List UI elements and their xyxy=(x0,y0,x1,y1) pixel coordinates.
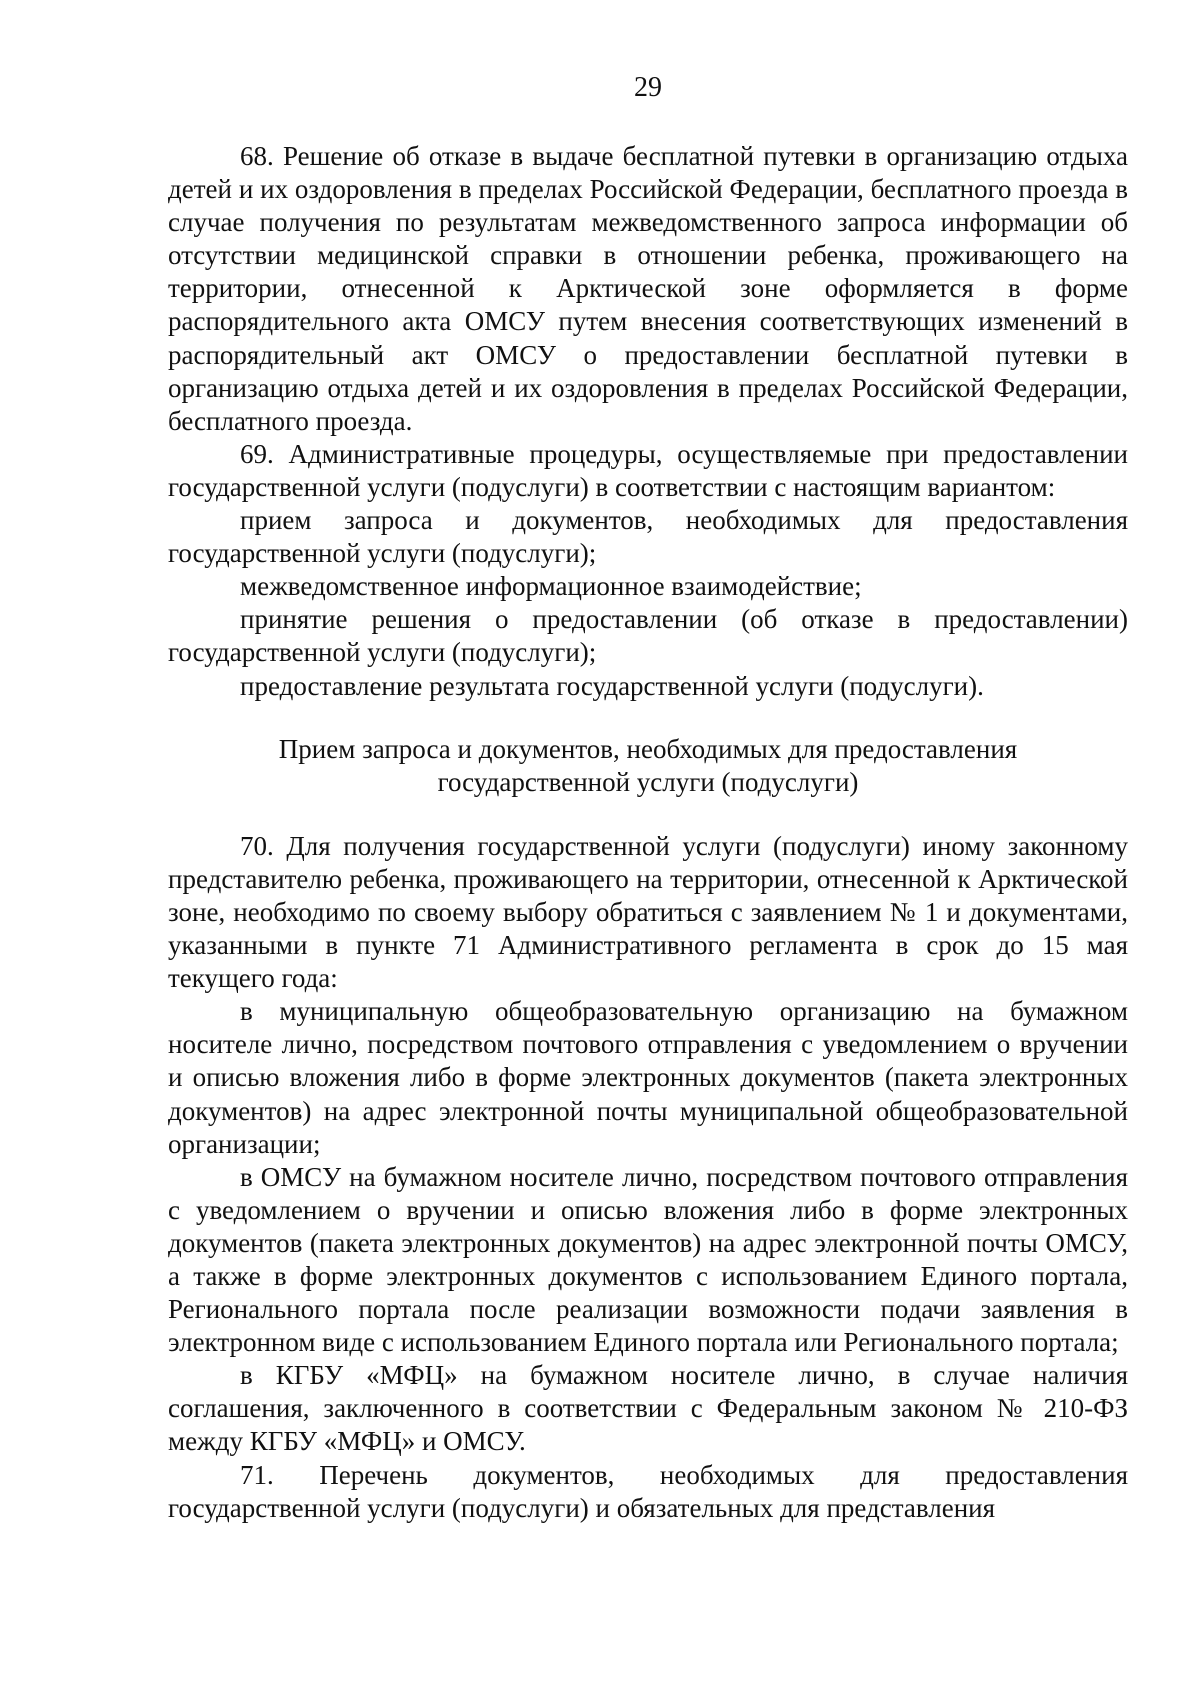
procedure-item-decision: принятие решения о предоставлении (об отказе в предоставлении) государственной услуги (подуслуги); xyxy=(168,604,1128,668)
procedure-item-interagency: межведомственное информационное взаимодействие; xyxy=(240,571,862,602)
submission-option-omsu: в ОМСУ на бумажном носителе лично, посредством почтового отправления с уведомлением о вручении и описью вложения либо в форме электронных документов (пакета электронных документов) на адрес электронной почты ОМСУ, а также в форме электронных документов с использованием Единого портала, Регионального портала после реализации возможности подачи заявления в электронном виде с использованием Единого портала или Регионального портала; xyxy=(168,1161,1128,1358)
submission-option-school: в муниципальную общеобразовательную организацию на бумажном носителе лично, посредством почтового отправления с уведомлением о вручении и описью вложения либо в форме электронных документов (пакета электронных документов) на адрес электронной почты муниципальной общеобразовательной организации; xyxy=(168,996,1128,1159)
document-body xyxy=(168,140,1128,1525)
section-heading-line-2: государственной услуги (подуслуги) xyxy=(437,766,859,797)
section-heading xyxy=(168,733,1128,799)
procedure-item-intake: прием запроса и документов, необходимых для предоставления государственной услуги (подуслуги); xyxy=(168,505,1128,569)
paragraph-71: 71. Перечень документов, необходимых для предоставления государственной услуги (подуслуги) и обязательных для представления xyxy=(168,1459,1128,1523)
paragraph-68: 68. Решение об отказе в выдаче бесплатной путевки в организацию отдыха детей и их оздоровления в пределах Российской Федерации, бесплатного проезда в случае получения по результатам межведомственного запроса информации об отсутствии медицинской справки в отношении ребенка, проживающего на территории, отнесенной к Арктической зоне оформляется в форме распорядительного акта ОМСУ путем внесения соответствующих изменений в распорядительный акт ОМСУ о предоставлении бесплатной путевки в организацию отдыха детей и их оздоровления в пределах Российской Федерации, бесплатного проезда. xyxy=(168,141,1128,436)
submission-option-mfc: в КГБУ «МФЦ» на бумажном носителе лично, в случае наличия соглашения, заключенного в соответствии с Федеральным законом № 210-ФЗ между КГБУ «МФЦ» и ОМСУ. xyxy=(168,1360,1128,1457)
section-heading-line-1: Прием запроса и документов, необходимых для предоставления xyxy=(278,733,1018,764)
paragraph-69: 69. Административные процедуры, осуществляемые при предоставлении государственной услуги (подуслуги) в соответствии с настоящим вариантом: xyxy=(168,438,1128,502)
paragraph-70: 70. Для получения государственной услуги (подуслуги) иному законному представителю ребенка, проживающего на территории, отнесенной к Арктической зоне, необходимо по своему выбору обратиться с заявлением № 1 и документами, указанными в пункте 71 Административного регламента в срок до 15 мая текущего года: xyxy=(168,830,1128,994)
page-number: 29 xyxy=(634,72,662,103)
procedure-item-result: предоставление результата государственной услуги (подуслуги). xyxy=(240,670,984,701)
